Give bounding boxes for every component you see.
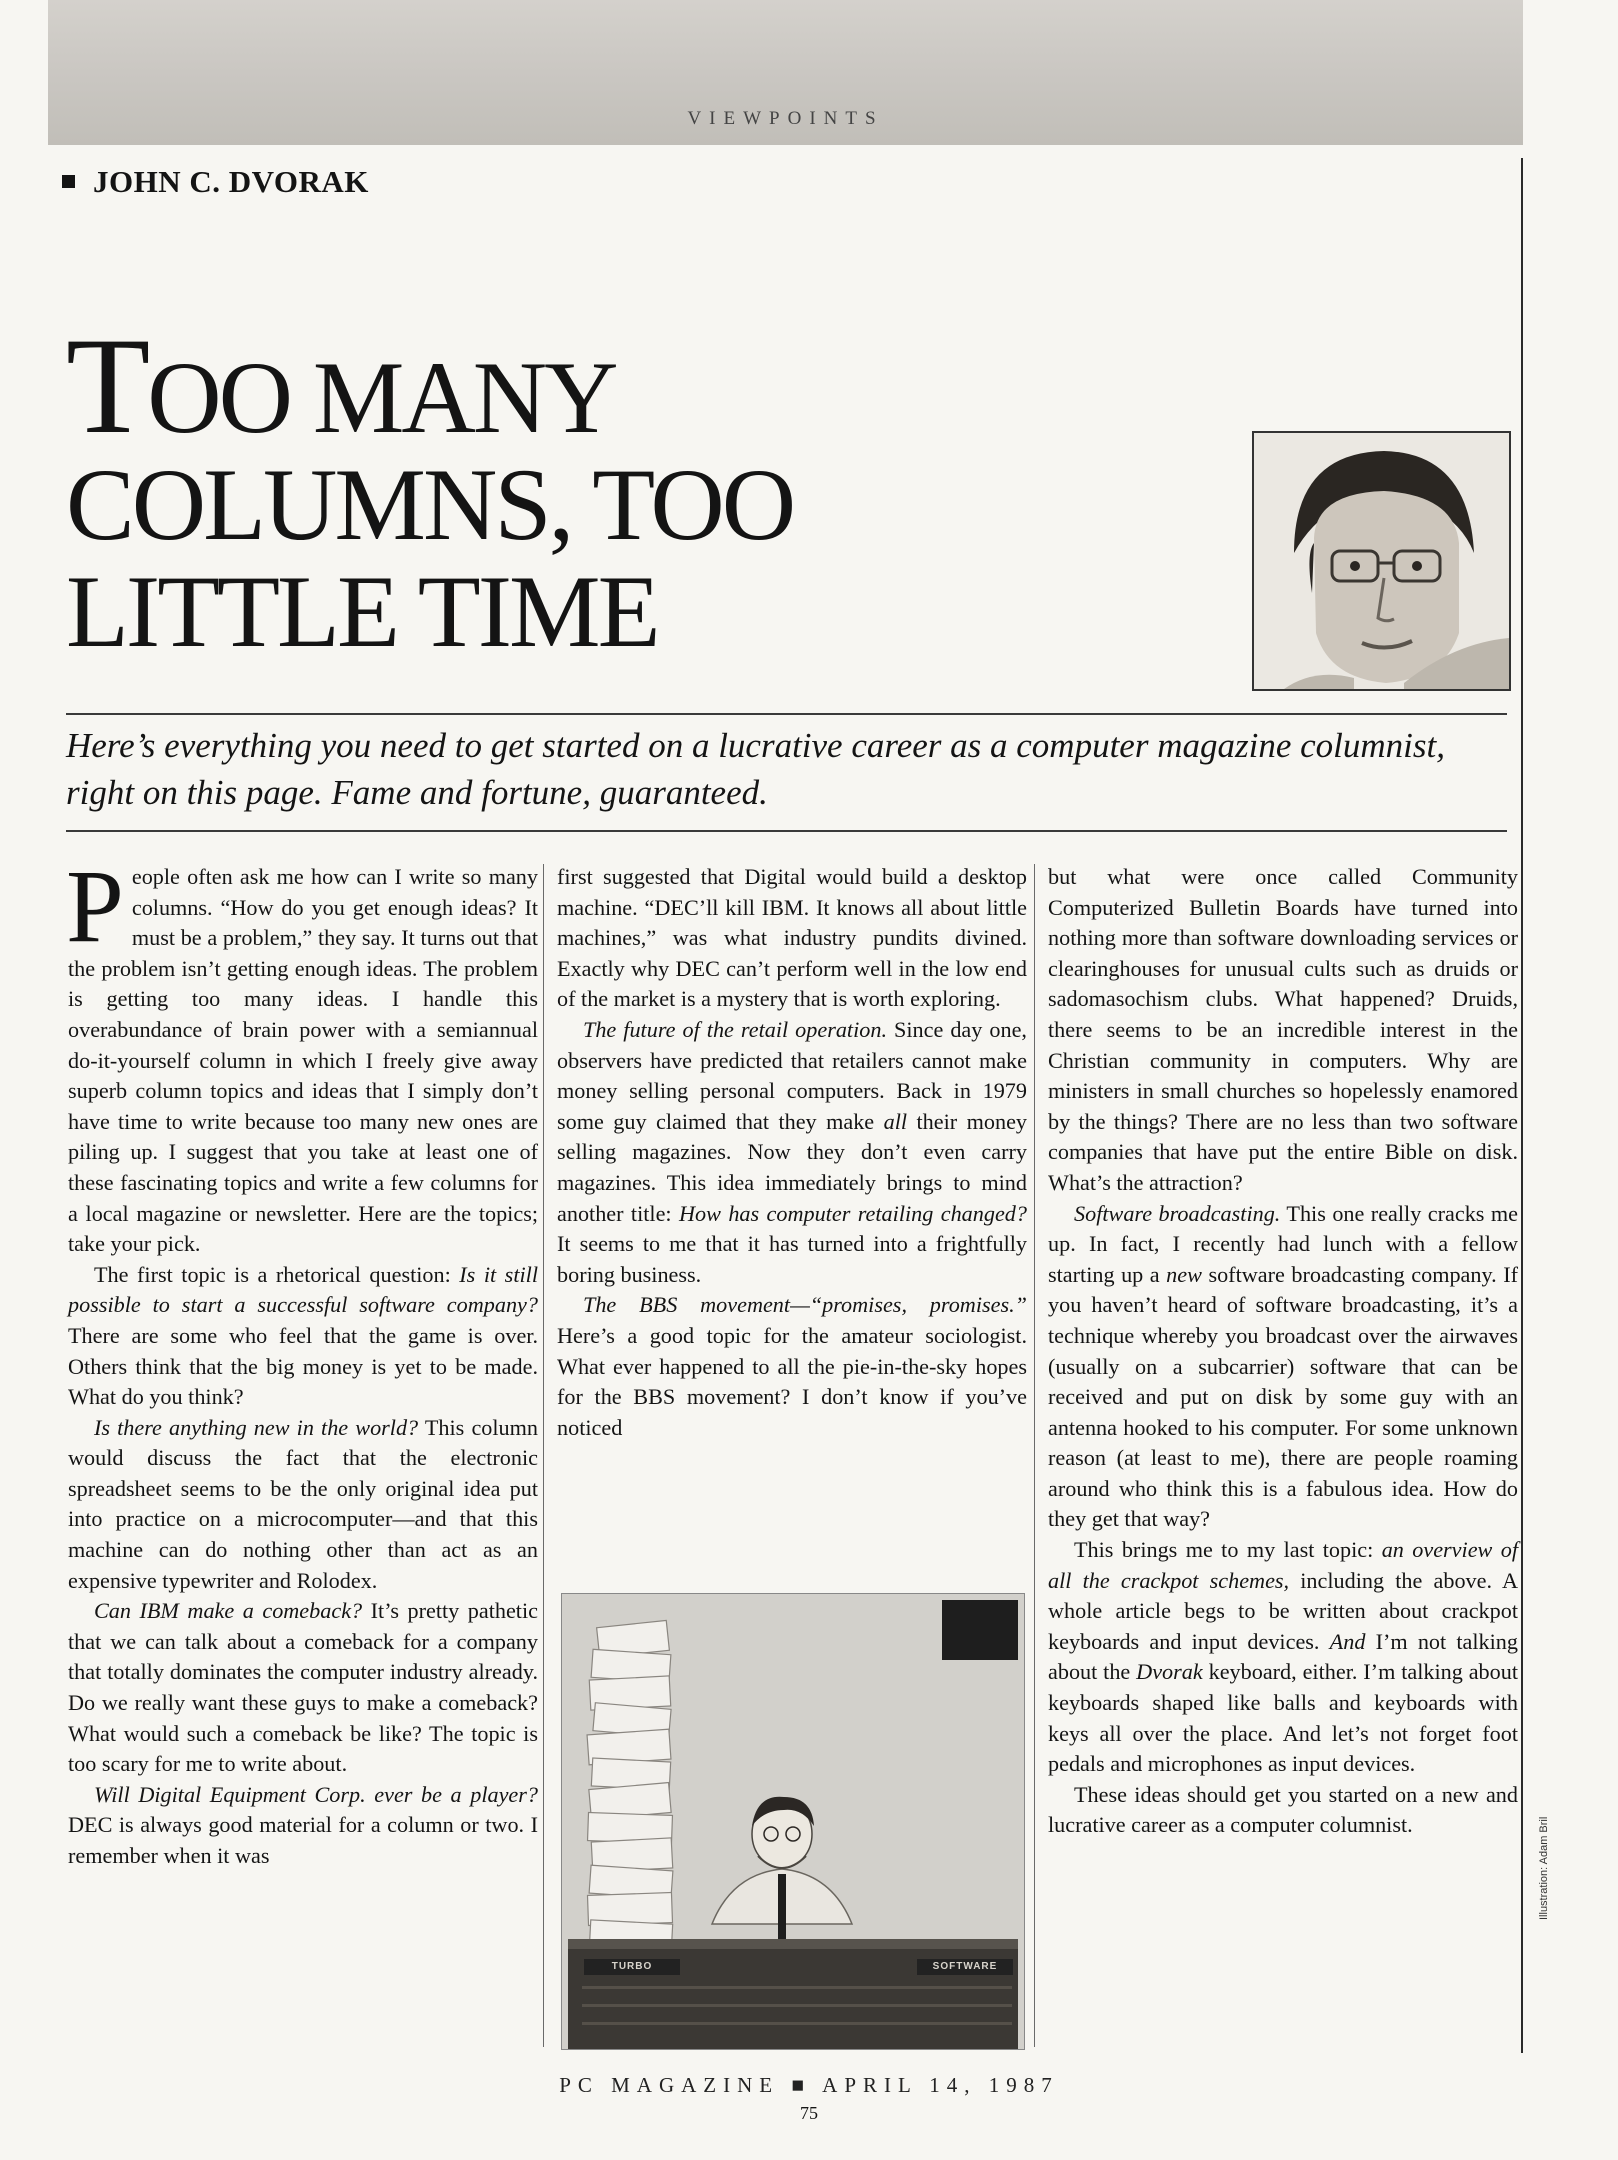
- paragraph: The BBS movement—“promises, promises.” Here’s a good topic for the amateur sociologist. What ever happened to all the pie-in-the-sky hopes for the BBS movement? I don’t know if you’ve noticed: [557, 1292, 1027, 1440]
- drop-cap: P: [66, 849, 124, 964]
- article-column-3: [1048, 862, 1518, 1841]
- headline-initial: T: [66, 309, 148, 462]
- section-label: VIEWPOINTS: [687, 108, 884, 129]
- author-name: JOHN C. DVORAK: [93, 164, 369, 199]
- paragraph: first suggested that Digital would build a desktop machine. “DEC’ll kill IBM. It knows all about little machines,” was what industry pundits divined. Exactly why DEC can’t perform well in the low end of the market is a mystery that is worth exploring.: [557, 864, 1027, 1012]
- paragraph: People often ask me how can I write so many columns. “How do you get enough ideas? It must be a problem,” they say. It turns out that the problem isn’t getting enough ideas. The problem is getting too many ideas. I handle this overabundance of brain power with a semiannual do-it-yourself column in which I freely give away superb column topics and ideas that I simply don’t have time to write because too many new ones are piling up. I suggest that you take at least one of these fascinating topics and write a few columns for a local magazine or newsletter. Here are the topics; take your pick.: [66, 849, 538, 1257]
- paragraph: Can IBM make a comeback? It’s pretty pathetic that we can talk about a comeback for a company that totally dominates the computer industry already. Do we really want these guys to make a comeback? What would such a comeback be like? The topic is too scary for me to write about.: [68, 1598, 538, 1777]
- headline-line-2: COLUMNS, TOO: [66, 448, 794, 562]
- illustration-sign-right: SOFTWARE: [932, 1961, 998, 1972]
- headline-line-1: TOO MANY: [66, 309, 616, 462]
- paragraph: Will Digital Equipment Corp. ever be a player? DEC is always good material for a column or two. I remember when it was: [68, 1781, 538, 1868]
- article-illustration: [561, 1593, 1025, 2050]
- deck-bottom-rule: [66, 830, 1507, 832]
- headline: [66, 309, 1216, 669]
- paragraph: Is there anything new in the world? This column would discuss the fact that the electronic spreadsheet seems to be the only original idea put into practice on a microcomputer—and that this machine can do nothing other than act as an expensive typewriter and Rolodex.: [68, 1414, 538, 1593]
- byline: [62, 164, 369, 200]
- bullet-square-icon: [62, 175, 75, 188]
- column-divider-2: [1034, 864, 1035, 2047]
- paragraph: These ideas should get you started on a new and lucrative career as a computer columnist.: [1048, 1781, 1518, 1838]
- page-number: 75: [800, 2103, 818, 2123]
- right-frame-rule: [1521, 158, 1523, 2053]
- paragraph: The future of the retail operation. Since day one, observers have predicted that retailers cannot make money selling personal computers. Back in 1979 some guy claimed that they make all their money selling magazines. Now they don’t even carry magazines. This idea immediately brings to mind another title: How has computer retailing changed? It seems to me that it has turned into a frightfully boring business.: [557, 1016, 1028, 1287]
- article-column-1: [66, 849, 538, 1872]
- headline-line-3: LITTLE TIME: [66, 555, 658, 669]
- paragraph: but what were once called Community Computerized Bulletin Boards have turned into nothing more than software downloading services or clearinghouses for unusual cults such as druids or sadomasochism clubs. What happened? Druids, there seems to be an incredible interest in the Christian community in computers. Why are ministers in small churches so hopelessly enamored by the things? There are no less than two software companies that have put the entire Bible on disk. What’s the attraction?: [1048, 864, 1518, 1195]
- paragraph: Software broadcasting. This one really cracks me up. In fact, I recently had lunch with a fellow starting up a new software broadcasting company. If you haven’t heard of software broadcasting, it’s a technique whereby you broadcast over the airwaves (usually on a subcarrier) software that can be received and put on disk by some guy with an antenna hooked to his computer. For some unknown reason (at least to me), there are people roaming around who think this is a fabulous idea. How do they get that way?: [1048, 1200, 1518, 1532]
- deck: Here’s everything you need to get started on a lucrative career as a computer magazine columnist, right on this page. Fame and fortune, guaranteed.: [66, 726, 1445, 812]
- column-divider-1: [543, 864, 544, 2047]
- paragraph: The first topic is a rhetorical question: Is it still possible to start a successful software company? There are some who feel that the game is over. Others think that the big money is yet to be made. What do you think?: [68, 1261, 538, 1410]
- illustration-image: [562, 1594, 1024, 2049]
- author-portrait: [1252, 431, 1511, 691]
- author-portrait-image: [1254, 433, 1509, 689]
- article-column-2: [557, 862, 1027, 1443]
- deck-top-rule: [66, 713, 1507, 715]
- illustration-sign-left: TURBO: [611, 1961, 653, 1972]
- illustration-credit: Illustration: Adam Bril: [1538, 1816, 1550, 1920]
- footer-publication: PC MAGAZINE ■ APRIL 14, 1987: [559, 2073, 1059, 2097]
- paragraph: This brings me to my last topic: an overview of all the crackpot schemes, including the above. A whole article begs to be written about crackpot keyboards and input devices. And I’m not talking about the Dvorak keyboard, either. I’m talking about keyboards shaped like balls and keyboards with keys all over the place. And let’s not forget foot pedals and microphones as input devices.: [1048, 1537, 1518, 1777]
